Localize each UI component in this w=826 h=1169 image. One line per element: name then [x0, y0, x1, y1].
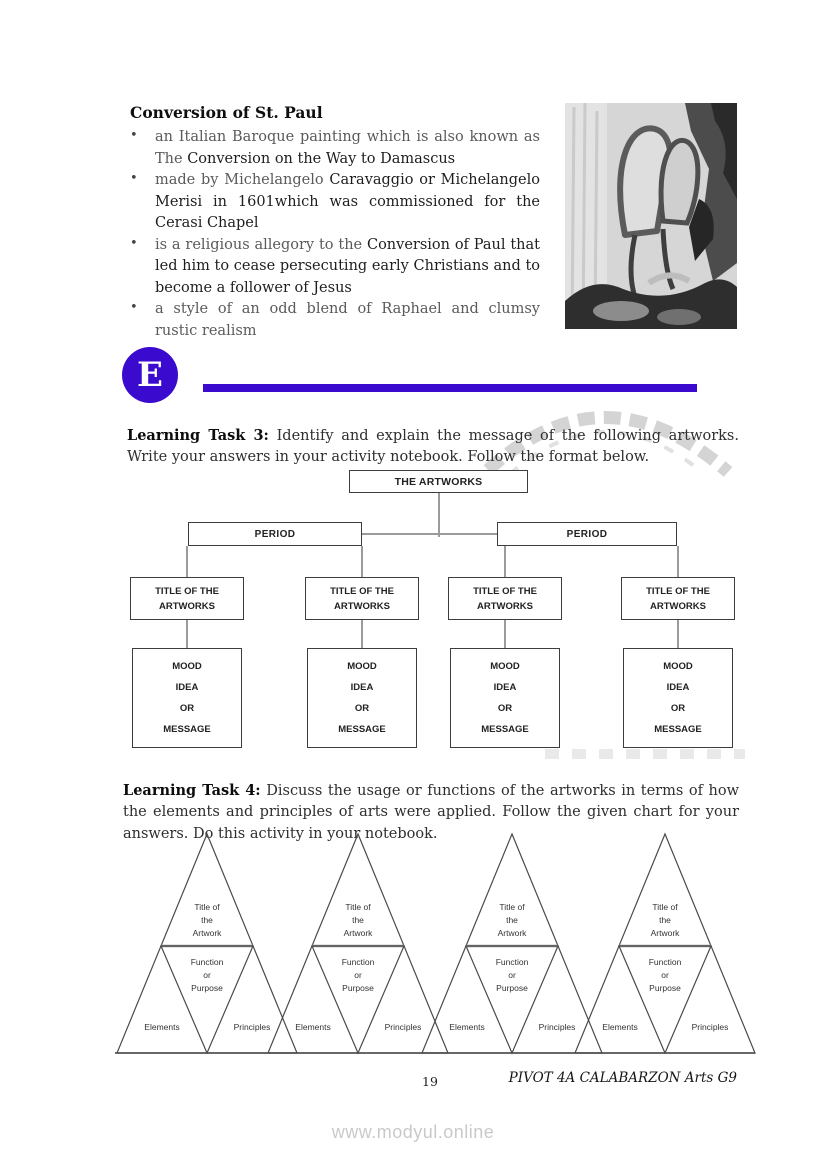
connector-period-title [504, 546, 506, 577]
task3-text: Identify and explain the message of the following artworks. Write your answers in your activity notebook. Follow the format below. [127, 427, 739, 466]
title-box-line: ARTWORKS [334, 600, 390, 612]
task4-text: Discuss the usage or functions of the artworks in terms of how the elements and principles of arts were applied. Follow the given chart for your answers. Do this activity in your notebook. [123, 782, 740, 843]
bullet-item [130, 127, 540, 170]
mood-box [450, 648, 560, 748]
pyramid-principles-label: Principles [538, 1022, 576, 1032]
pyramid-elements-label: Elements [602, 1022, 638, 1032]
title-box-line: TITLE OF THE [330, 585, 394, 597]
pyramid-triangle [422, 834, 602, 1053]
connector-period-title [677, 546, 679, 577]
site-watermark: www.modyul.online [331, 1122, 495, 1142]
title-box-line: ARTWORKS [159, 600, 215, 612]
title-box [448, 577, 562, 620]
painting-image [565, 103, 737, 329]
pyramid-title-line: Artwork [650, 928, 680, 938]
pyramid-title-line: Artwork [192, 928, 222, 938]
pyramid-function-line: Function [341, 957, 375, 967]
title-box [621, 577, 735, 620]
mood-box [623, 648, 733, 748]
mood-box-line: OR [179, 703, 195, 714]
pyramid-function-line: Purpose [496, 983, 528, 993]
pyramid-elements-label: Elements [144, 1022, 180, 1032]
pyramid-function-line: Purpose [649, 983, 681, 993]
connector-period-horizontal [362, 533, 497, 535]
connector-title-mood [677, 620, 679, 648]
mood-box-line: OR [354, 703, 370, 714]
mood-box-line: IDEA [666, 682, 690, 693]
pyramid-title-line: Title of [499, 902, 525, 912]
pyramid-function-line: Purpose [191, 983, 223, 993]
bullet-item [130, 170, 540, 235]
badge-letter: E [137, 355, 163, 395]
artworks-root-box: THE ARTWORKS [349, 470, 528, 493]
bullet-segment: made by Michelangelo [155, 172, 330, 188]
mood-box-line: IDEA [175, 682, 199, 693]
bullet-icon: • [130, 171, 138, 186]
bullet-item [130, 235, 540, 300]
connector-title-mood [186, 620, 188, 648]
bullet-text [155, 127, 540, 170]
mood-box-line: MESSAGE [163, 724, 211, 735]
connector-root-vertical [438, 493, 440, 537]
pyramid-elements-label: Elements [449, 1022, 485, 1032]
pyramid-triangle [268, 834, 448, 1053]
mood-box-line: MOOD [172, 661, 202, 672]
title-box-line: TITLE OF THE [155, 585, 219, 597]
pyramid-title-line: the [201, 915, 213, 925]
title-box [130, 577, 244, 620]
section-letter-badge [122, 347, 178, 403]
bullet-segment: Conversion on the Way to Damascus [187, 150, 456, 167]
task4-label: Learning Task 4: [123, 781, 261, 799]
mood-box-line: MESSAGE [338, 724, 386, 735]
pyramid-function-line: or [661, 970, 669, 980]
title-box-line: ARTWORKS [650, 600, 706, 612]
task3-paragraph [127, 425, 739, 470]
mood-box-line: MOOD [663, 661, 693, 672]
pyramid-function-line: or [354, 970, 362, 980]
period-box-right: PERIOD [497, 522, 677, 546]
bullet-icon: • [130, 128, 138, 143]
pyramid-title-line: Artwork [497, 928, 527, 938]
pyramid-function-line: Function [190, 957, 224, 967]
pyramid-title-line: the [352, 915, 364, 925]
pyramid-triangle [575, 834, 755, 1053]
pyramid-function-line: Function [495, 957, 529, 967]
pyramid-title-line: Title of [345, 902, 371, 912]
pyramid-principles-label: Principles [691, 1022, 729, 1032]
mood-box-line: MOOD [347, 661, 377, 672]
mood-box-line: MESSAGE [481, 724, 529, 735]
pyramid-elements-label: Elements [295, 1022, 331, 1032]
bullet-item [130, 299, 540, 342]
bullet-segment: Caravaggio or Michelangelo Merisi in 1601which was commissioned for the Cerasi Chapel [155, 172, 541, 231]
bullet-text [155, 170, 540, 235]
bullet-list [130, 127, 540, 342]
bullet-segment: an Italian Baroque painting which is also known as The [155, 129, 540, 167]
connector-period-title [361, 546, 363, 577]
bullet-icon: • [130, 300, 138, 315]
title-box-line: TITLE OF THE [473, 585, 537, 597]
pyramid-title-line: the [659, 915, 671, 925]
mood-box-line: OR [670, 703, 686, 714]
pyramid-function-line: or [203, 970, 211, 980]
connector-period-title [186, 546, 188, 577]
mood-box-line: OR [497, 703, 513, 714]
mood-box-line: IDEA [350, 682, 374, 693]
title-box [305, 577, 419, 620]
pyramid-function-line: or [508, 970, 516, 980]
pyramid-diagram [105, 832, 760, 1058]
pyramid-title-line: the [506, 915, 518, 925]
title-box-line: TITLE OF THE [646, 585, 710, 597]
bullet-text [155, 235, 540, 300]
bullet-text [155, 299, 540, 342]
mood-box-line: MOOD [490, 661, 520, 672]
period-box-left: PERIOD [188, 522, 362, 546]
mood-box-line: IDEA [493, 682, 517, 693]
pyramid-title-line: Title of [652, 902, 678, 912]
pyramid-principles-label: Principles [384, 1022, 422, 1032]
pyramid-function-line: Purpose [342, 983, 374, 993]
mood-box-line: MESSAGE [654, 724, 702, 735]
bullet-segment: Conversion of Paul that led him to cease persecuting early Christians and to become a follower of Jesus [155, 236, 540, 296]
bullet-segment: a style of an odd blend of Raphael and clumsy rustic realism [155, 301, 540, 339]
mood-box [307, 648, 417, 748]
pyramid-triangle [117, 834, 297, 1053]
mood-box [132, 648, 242, 748]
connector-title-mood [361, 620, 363, 648]
artworks-flowchart [100, 465, 760, 765]
title-box-line: ARTWORKS [477, 600, 533, 612]
footer-source: PIVOT 4A CALABARZON Arts G9 [508, 1070, 737, 1086]
section-heading: Conversion of St. Paul [130, 103, 323, 122]
connector-title-mood [504, 620, 506, 648]
bullet-icon: • [130, 235, 138, 251]
pyramid-title-line: Artwork [343, 928, 373, 938]
bullet-segment: is a religious allegory to the [155, 236, 367, 253]
pyramid-title-line: Title of [194, 902, 220, 912]
pyramid-function-line: Function [648, 957, 682, 967]
pyramid-principles-label: Principles [233, 1022, 271, 1032]
page-number: 19 [422, 1074, 438, 1089]
task3-label: Learning Task 3: [127, 426, 269, 444]
